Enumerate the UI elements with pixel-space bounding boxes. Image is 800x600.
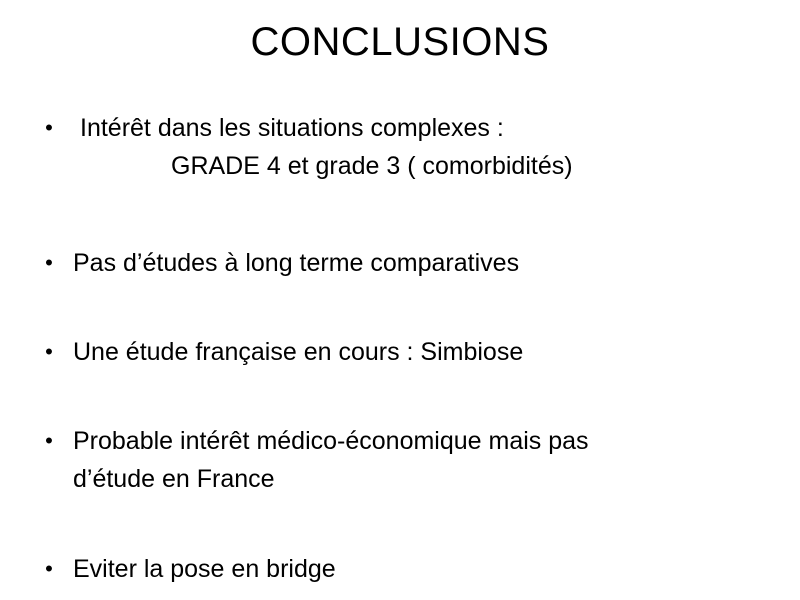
- bullet-text: Intérêt dans les situations complexes :: [80, 114, 504, 142]
- bullet-text: Pas d’études à long terme comparatives: [73, 249, 520, 277]
- bullet-icon: •: [45, 428, 53, 453]
- bullet-text: Une étude française en cours : Simbiose: [73, 338, 524, 366]
- bullet-icon: •: [45, 556, 53, 581]
- bullet-text: Eviter la pose en bridge: [73, 555, 336, 583]
- bullet-icon: •: [45, 115, 53, 140]
- bullet-text: Probable intérêt médico-économique mais pas: [73, 427, 589, 455]
- bullet-icon: •: [45, 250, 53, 275]
- bullet-icon: •: [45, 339, 53, 364]
- bullet-text-continuation: d’étude en France: [73, 465, 275, 493]
- bullet-subtext: GRADE 4 et grade 3 ( comorbidités): [171, 152, 573, 180]
- slide-title: CONCLUSIONS: [250, 20, 550, 64]
